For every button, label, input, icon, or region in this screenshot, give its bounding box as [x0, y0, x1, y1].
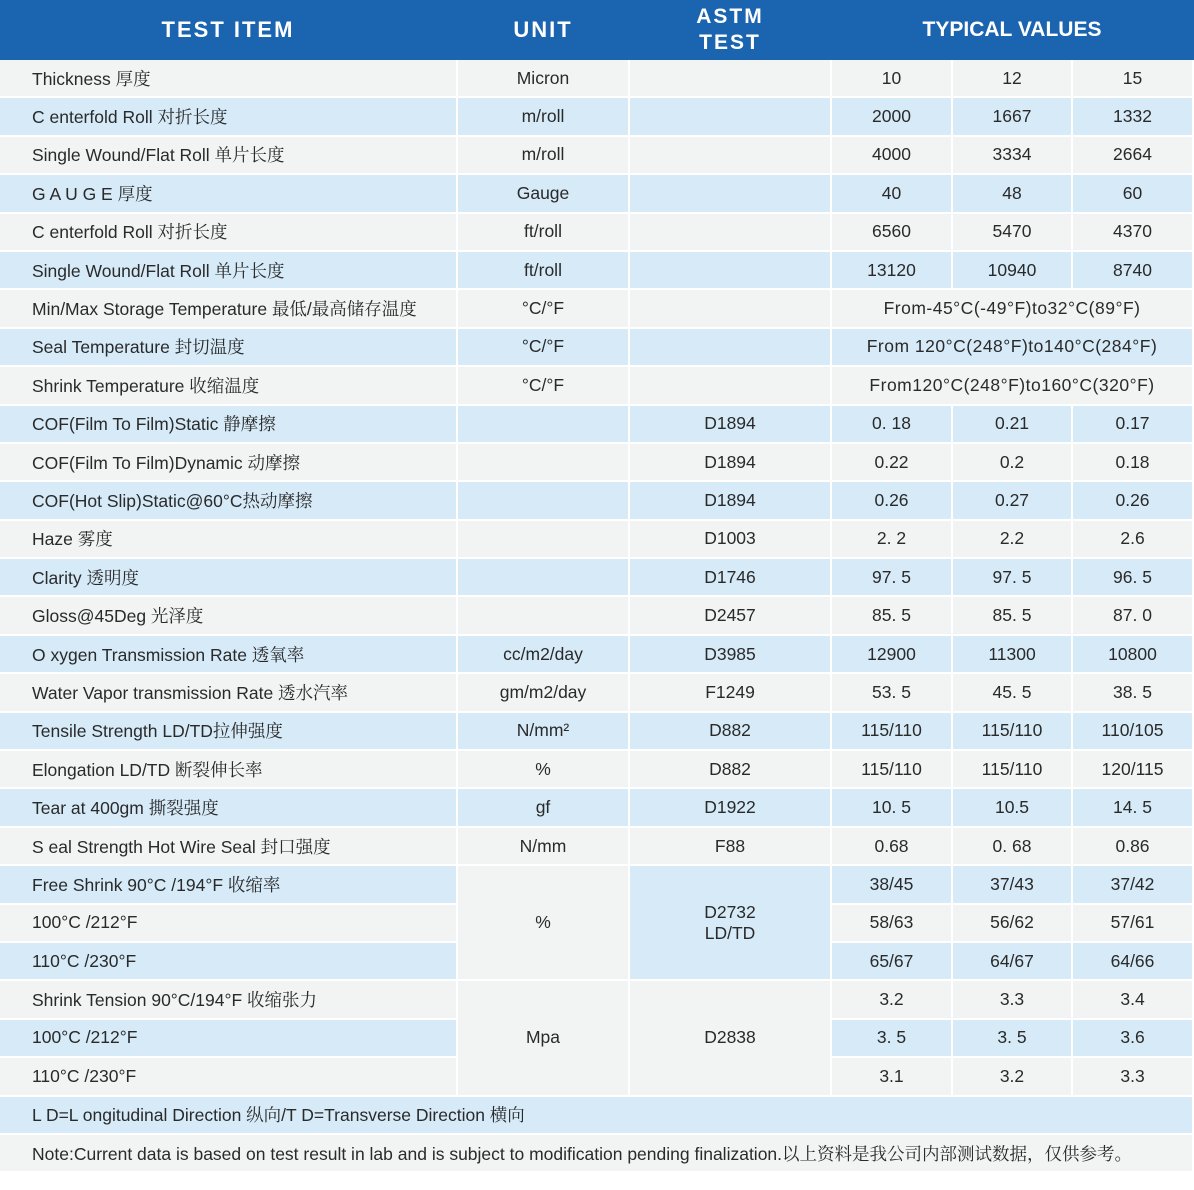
value-cell-1: 0. 18 — [832, 406, 953, 444]
unit-cell — [458, 406, 630, 444]
unit-cell: m/roll — [458, 98, 630, 136]
header-astm-line1: ASTM — [696, 5, 764, 28]
value-cell-1: 12900 — [832, 636, 953, 674]
table-row — [0, 98, 1194, 136]
test-item-cell: O xygen Transmission Rate 透氧率 — [0, 636, 458, 674]
value-cell-1: 10. 5 — [832, 789, 953, 827]
value-cell-3: 10800 — [1073, 636, 1194, 674]
value-cell-3: 57/61 — [1073, 905, 1194, 943]
astm-line1: D2732 — [704, 901, 756, 922]
test-item-cell: Clarity 透明度 — [0, 559, 458, 597]
test-item-cell: COF(Hot Slip)Static@60°C热动摩擦 — [0, 482, 458, 520]
table-row — [0, 482, 1194, 520]
astm-cell: D1894 — [630, 444, 832, 482]
value-cell-2: 12 — [953, 60, 1073, 98]
value-cell-1: 6560 — [832, 214, 953, 252]
value-cell-2: 97. 5 — [953, 559, 1073, 597]
value-cell-1: 4000 — [832, 137, 953, 175]
test-item-cell: 100°C /212°F — [0, 1020, 458, 1058]
value-cell-1: 2000 — [832, 98, 953, 136]
value-cell-3: 0.86 — [1073, 828, 1194, 866]
test-item-cell: Tensile Strength LD/TD拉伸强度 — [0, 713, 458, 751]
test-item-cell: Haze 雾度 — [0, 521, 458, 559]
astm-cell: D2457 — [630, 597, 832, 635]
value-cell-1: 3.1 — [832, 1058, 953, 1096]
table-row — [0, 636, 1194, 674]
unit-cell: °C/°F — [458, 290, 630, 328]
value-cell-3: 120/115 — [1073, 751, 1194, 789]
header-unit: UNIT — [458, 0, 630, 60]
value-cell-1: 115/110 — [832, 751, 953, 789]
value-cell-1: 58/63 — [832, 905, 953, 943]
astm-cell — [630, 329, 832, 367]
direction-legend: L D=L ongitudinal Direction 纵向/T D=Transverse Direction 横向 — [0, 1097, 1194, 1135]
astm-cell — [630, 290, 832, 328]
table-row — [0, 981, 1194, 1019]
unit-cell: gf — [458, 789, 630, 827]
astm-cell — [630, 137, 832, 175]
value-cell-2: 3334 — [953, 137, 1073, 175]
value-cell-2: 10.5 — [953, 789, 1073, 827]
value-cell-2: 2.2 — [953, 521, 1073, 559]
table-body — [0, 60, 1194, 1173]
test-item-cell: 110°C /230°F — [0, 1058, 458, 1096]
value-cell-2: 10940 — [953, 252, 1073, 290]
astm-cell: D2838 — [630, 981, 832, 1096]
table-row — [0, 713, 1194, 751]
astm-cell: F1249 — [630, 674, 832, 712]
table-row — [0, 828, 1194, 866]
value-cell-1: 38/45 — [832, 866, 953, 904]
unit-cell: ft/roll — [458, 214, 630, 252]
value-cell-3: 14. 5 — [1073, 789, 1194, 827]
value-cell-2: 48 — [953, 175, 1073, 213]
value-cell-1: 115/110 — [832, 713, 953, 751]
unit-cell — [458, 482, 630, 520]
table-row — [0, 175, 1194, 213]
test-item-cell: COF(Film To Film)Static 静摩擦 — [0, 406, 458, 444]
table-row — [0, 789, 1194, 827]
unit-cell: ft/roll — [458, 252, 630, 290]
unit-cell — [458, 559, 630, 597]
header-astm-line2: TEST — [699, 31, 761, 54]
value-cell-3: 3.3 — [1073, 1058, 1194, 1096]
value-cell-2: 3. 5 — [953, 1020, 1073, 1058]
unit-cell — [458, 597, 630, 635]
astm-cell: F88 — [630, 828, 832, 866]
value-cell-1: 3.2 — [832, 981, 953, 1019]
test-item-cell: Gloss@45Deg 光泽度 — [0, 597, 458, 635]
unit-cell — [458, 521, 630, 559]
value-cell-2: 45. 5 — [953, 674, 1073, 712]
astm-cell: D1922 — [630, 789, 832, 827]
disclaimer-note: Note:Current data is based on test result in lab and is subject to modification pending finalization.以上资料是我公司内部测试数据，仅供参考。 — [0, 1135, 1194, 1173]
value-cell-3: 8740 — [1073, 252, 1194, 290]
unit-cell: °C/°F — [458, 329, 630, 367]
header-astm-test — [630, 0, 832, 60]
value-cell-1: 10 — [832, 60, 953, 98]
value-cell-2: 5470 — [953, 214, 1073, 252]
value-cell-1: 53. 5 — [832, 674, 953, 712]
header-row — [0, 0, 1194, 60]
value-cell-2: 115/110 — [953, 751, 1073, 789]
value-cell-2: 0. 68 — [953, 828, 1073, 866]
value-cell-1: 13120 — [832, 252, 953, 290]
test-item-cell: Thickness 厚度 — [0, 60, 458, 98]
value-cell-2: 11300 — [953, 636, 1073, 674]
astm-cell — [630, 367, 832, 405]
test-item-cell: Single Wound/Flat Roll 单片长度 — [0, 252, 458, 290]
header-typical-values: TYPICAL VALUES — [832, 0, 1194, 60]
value-cell-1: 40 — [832, 175, 953, 213]
test-item-cell: Min/Max Storage Temperature 最低/最高储存温度 — [0, 290, 458, 328]
test-item-cell: COF(Film To Film)Dynamic 动摩擦 — [0, 444, 458, 482]
table-row — [0, 674, 1194, 712]
value-cell-3: 38. 5 — [1073, 674, 1194, 712]
value-cell-1: 0.26 — [832, 482, 953, 520]
table-row — [0, 137, 1194, 175]
value-cell-2: 3.2 — [953, 1058, 1073, 1096]
table-row — [0, 559, 1194, 597]
table-row — [0, 367, 1194, 405]
value-cell-3: 15 — [1073, 60, 1194, 98]
value-cell-1: 0.68 — [832, 828, 953, 866]
typical-value-range: From 120°C(248°F)to140°C(284°F) — [832, 329, 1194, 367]
table-row — [0, 406, 1194, 444]
table-row — [0, 329, 1194, 367]
unit-cell: m/roll — [458, 137, 630, 175]
test-item-cell: Water Vapor transmission Rate 透水汽率 — [0, 674, 458, 712]
test-item-cell: Shrink Tension 90°C/194°F 收缩张力 — [0, 981, 458, 1019]
value-cell-1: 0.22 — [832, 444, 953, 482]
table-row — [0, 290, 1194, 328]
unit-cell: Micron — [458, 60, 630, 98]
astm-cell: D882 — [630, 751, 832, 789]
astm-cell — [630, 98, 832, 136]
value-cell-3: 1332 — [1073, 98, 1194, 136]
test-item-cell: C enterfold Roll 对折长度 — [0, 98, 458, 136]
value-cell-3: 3.6 — [1073, 1020, 1194, 1058]
value-cell-1: 97. 5 — [832, 559, 953, 597]
astm-cell: D1894 — [630, 482, 832, 520]
unit-cell: % — [458, 751, 630, 789]
test-item-cell: Shrink Temperature 收缩温度 — [0, 367, 458, 405]
legend-row — [0, 1097, 1194, 1135]
value-cell-3: 4370 — [1073, 214, 1194, 252]
table-row — [0, 597, 1194, 635]
value-cell-3: 37/42 — [1073, 866, 1194, 904]
value-cell-2: 0.2 — [953, 444, 1073, 482]
value-cell-2: 0.27 — [953, 482, 1073, 520]
table-row — [0, 252, 1194, 290]
test-item-cell: G A U G E 厚度 — [0, 175, 458, 213]
value-cell-3: 3.4 — [1073, 981, 1194, 1019]
value-cell-1: 65/67 — [832, 943, 953, 981]
unit-cell: °C/°F — [458, 367, 630, 405]
unit-cell: N/mm — [458, 828, 630, 866]
unit-cell: N/mm² — [458, 713, 630, 751]
test-item-cell: Tear at 400gm 撕裂强度 — [0, 789, 458, 827]
table-row — [0, 214, 1194, 252]
table-row — [0, 751, 1194, 789]
value-cell-2: 85. 5 — [953, 597, 1073, 635]
astm-cell — [630, 214, 832, 252]
value-cell-2: 56/62 — [953, 905, 1073, 943]
astm-cell: D3985 — [630, 636, 832, 674]
unit-cell: gm/m2/day — [458, 674, 630, 712]
value-cell-3: 0.18 — [1073, 444, 1194, 482]
test-item-cell: S eal Strength Hot Wire Seal 封口强度 — [0, 828, 458, 866]
value-cell-1: 3. 5 — [832, 1020, 953, 1058]
test-item-cell: Elongation LD/TD 断裂伸长率 — [0, 751, 458, 789]
typical-value-range: From-45°C(-49°F)to32°C(89°F) — [832, 290, 1194, 328]
astm-cell — [630, 60, 832, 98]
value-cell-1: 2. 2 — [832, 521, 953, 559]
value-cell-3: 110/105 — [1073, 713, 1194, 751]
value-cell-2: 3.3 — [953, 981, 1073, 1019]
astm-cell — [630, 175, 832, 213]
table-row — [0, 444, 1194, 482]
unit-cell: Gauge — [458, 175, 630, 213]
astm-cell — [630, 252, 832, 290]
test-item-cell: C enterfold Roll 对折长度 — [0, 214, 458, 252]
value-cell-3: 0.26 — [1073, 482, 1194, 520]
value-cell-2: 64/67 — [953, 943, 1073, 981]
value-cell-2: 37/43 — [953, 866, 1073, 904]
unit-cell: Mpa — [458, 981, 630, 1096]
value-cell-2: 0.21 — [953, 406, 1073, 444]
table-row — [0, 866, 1194, 904]
test-item-cell: 100°C /212°F — [0, 905, 458, 943]
test-item-cell: Single Wound/Flat Roll 单片长度 — [0, 137, 458, 175]
unit-cell: % — [458, 866, 630, 981]
unit-cell — [458, 444, 630, 482]
value-cell-3: 0.17 — [1073, 406, 1194, 444]
note-row — [0, 1135, 1194, 1173]
astm-cell: D1894 — [630, 406, 832, 444]
value-cell-3: 2664 — [1073, 137, 1194, 175]
test-item-cell: Free Shrink 90°C /194°F 收缩率 — [0, 866, 458, 904]
astm-cell: D1003 — [630, 521, 832, 559]
value-cell-3: 60 — [1073, 175, 1194, 213]
astm-cell — [630, 866, 832, 981]
astm-line2: LD/TD — [704, 922, 756, 943]
astm-cell: D882 — [630, 713, 832, 751]
test-item-cell: 110°C /230°F — [0, 943, 458, 981]
value-cell-1: 85. 5 — [832, 597, 953, 635]
value-cell-2: 1667 — [953, 98, 1073, 136]
value-cell-3: 2.6 — [1073, 521, 1194, 559]
unit-cell: cc/m2/day — [458, 636, 630, 674]
table-row — [0, 521, 1194, 559]
astm-cell: D1746 — [630, 559, 832, 597]
header-test-item: TEST ITEM — [0, 0, 458, 60]
table-row — [0, 60, 1194, 98]
value-cell-3: 87. 0 — [1073, 597, 1194, 635]
value-cell-3: 64/66 — [1073, 943, 1194, 981]
value-cell-2: 115/110 — [953, 713, 1073, 751]
test-item-cell: Seal Temperature 封切温度 — [0, 329, 458, 367]
value-cell-3: 96. 5 — [1073, 559, 1194, 597]
typical-value-range: From120°C(248°F)to160°C(320°F) — [832, 367, 1194, 405]
